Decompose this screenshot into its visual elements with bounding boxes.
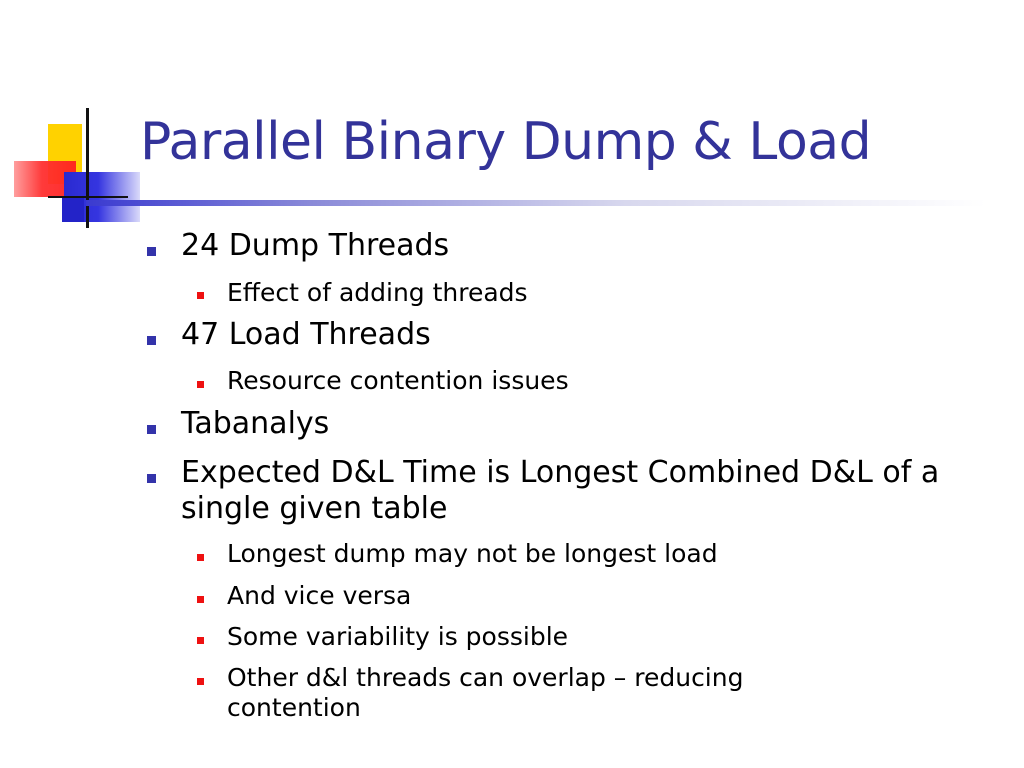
square-bullet-icon [197, 678, 204, 685]
list-item [227, 663, 867, 723]
list-item [181, 228, 1001, 264]
list-item [227, 278, 987, 308]
square-bullet-icon [197, 637, 204, 644]
square-bullet-icon [147, 474, 156, 483]
square-bullet-icon [197, 554, 204, 561]
sub-bullet-text: Resource contention issues [227, 366, 569, 395]
square-bullet-icon [197, 596, 204, 603]
sub-bullet-text: And vice versa [227, 581, 412, 610]
list-item [181, 317, 1001, 353]
sub-bullet-text: Longest dump may not be longest load [227, 539, 718, 568]
bullet-text: 24 Dump Threads [181, 228, 450, 263]
list-item [227, 366, 987, 396]
list-item [227, 539, 987, 569]
sub-bullet-text: Effect of adding threads [227, 278, 528, 307]
sub-bullet-text: Some variability is possible [227, 622, 569, 651]
square-bullet-icon [147, 336, 156, 345]
list-item [181, 455, 996, 527]
square-bullet-icon [197, 381, 204, 388]
square-bullet-icon [147, 247, 156, 256]
square-bullet-icon [197, 292, 204, 299]
sub-bullet-text: Other d&l threads can overlap – reducing contention [227, 663, 744, 722]
bullet-text: Tabanalys [181, 406, 330, 441]
list-item [227, 581, 987, 611]
square-bullet-icon [147, 425, 156, 434]
slide-title: Parallel Binary Dump & Load [140, 112, 872, 172]
list-item [227, 622, 987, 652]
bullet-text: Expected D&L Time is Longest Combined D&L of a single given table [181, 455, 940, 526]
list-item [181, 406, 1001, 442]
bullet-text: 47 Load Threads [181, 317, 431, 352]
